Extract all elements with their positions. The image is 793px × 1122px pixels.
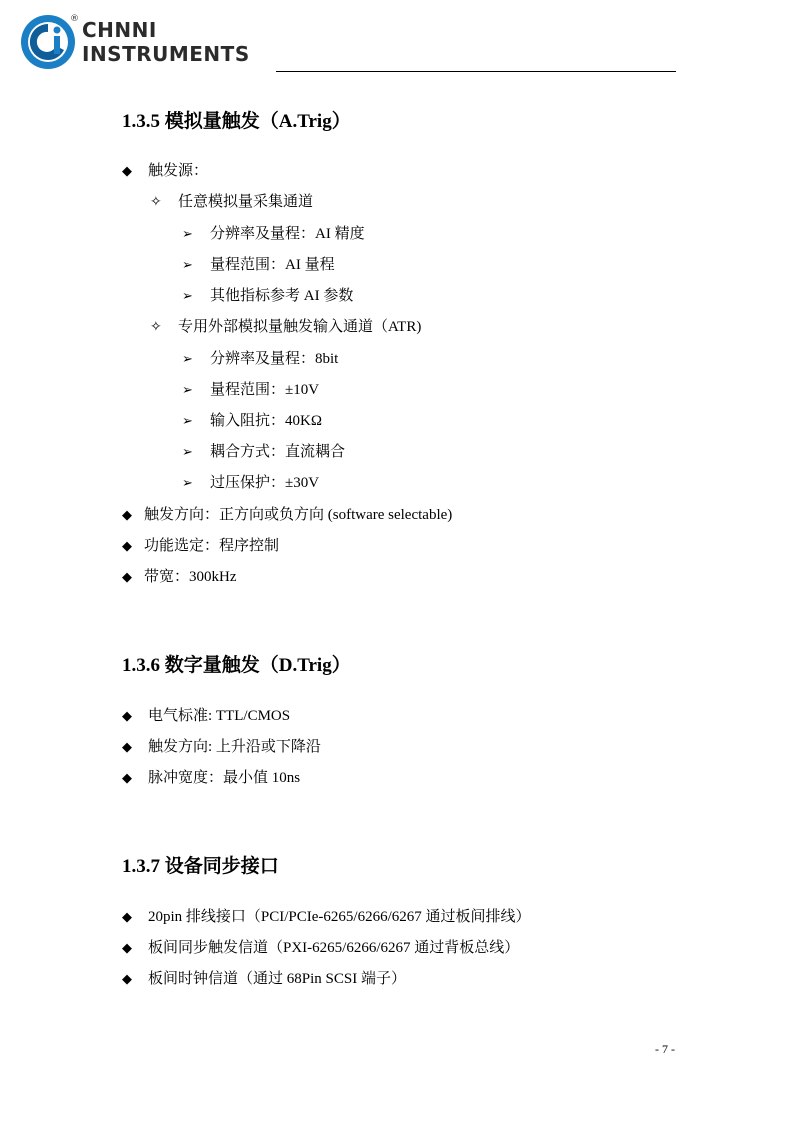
list-item: ➢ 量程范围：AI 量程 — [182, 255, 335, 276]
list-item-trigger-source: ◆ 触发源： — [122, 163, 209, 179]
company-logo — [20, 14, 280, 74]
arrow-bullet-icon: ➢ — [182, 383, 193, 398]
star-bullet-icon: ✧ — [150, 194, 162, 210]
list-item: ➢ 耦合方式：直流耦合 — [182, 442, 345, 463]
diamond-bullet-icon: ◆ — [122, 163, 132, 178]
list-item: ◆ 20pin 排线接口（PCI/PCIe-6265/6266/6267 通过板间排线） — [122, 909, 531, 925]
list-item: ◆ 带宽：300kHz — [122, 569, 237, 585]
chnni-logo-icon — [20, 14, 76, 70]
logo-wordmark — [82, 18, 250, 66]
list-item: ◆ 脉冲宽度：最小值 10ns — [122, 770, 301, 786]
list-item-dedicated-channel: ✧ 专用外部模拟量触发输入通道（ATR) — [150, 319, 422, 335]
diamond-bullet-icon: ◆ — [122, 940, 132, 955]
diamond-bullet-icon: ◆ — [122, 909, 132, 924]
list-item: ◆ 触发方向: 上升沿或下降沿 — [122, 739, 321, 755]
list-item: ➢ 输入阻抗：40KΩ — [182, 411, 322, 432]
star-bullet-icon: ✧ — [150, 319, 162, 335]
logo-line-chnni: CHNNI — [82, 18, 157, 42]
list-item: ➢ 量程范围：±10V — [182, 380, 319, 401]
list-item: ➢ 分辨率及量程：8bit — [182, 349, 338, 370]
arrow-bullet-icon: ➢ — [182, 414, 193, 429]
page-number: - 7 - — [655, 1042, 675, 1056]
section-title-sync: 1.3.7 设备同步接口 — [122, 856, 279, 877]
list-item: ➢ 过压保护：±30V — [182, 473, 319, 494]
diamond-bullet-icon: ◆ — [122, 739, 132, 754]
diamond-bullet-icon: ◆ — [122, 538, 132, 553]
list-item: ➢ 分辨率及量程：AI 精度 — [182, 224, 365, 245]
registered-mark: ® — [70, 14, 79, 24]
list-item: ◆ 功能选定：程序控制 — [122, 538, 280, 554]
diamond-bullet-icon: ◆ — [122, 770, 132, 785]
list-item: ◆ 板间时钟信道（通过 68Pin SCSI 端子） — [122, 971, 406, 987]
diamond-bullet-icon: ◆ — [122, 507, 132, 522]
diamond-bullet-icon: ◆ — [122, 569, 132, 584]
arrow-bullet-icon: ➢ — [182, 445, 193, 460]
arrow-bullet-icon: ➢ — [182, 227, 193, 242]
section-title-dtrig: 1.3.6 数字量触发（D.Trig） — [122, 655, 351, 676]
list-item: ◆ 电气标准: TTL/CMOS — [122, 708, 291, 724]
diamond-bullet-icon: ◆ — [122, 708, 132, 723]
list-item-any-channel: ✧ 任意模拟量采集通道 — [150, 194, 314, 210]
section-title-atrig: 1.3.5 模拟量触发（A.Trig） — [122, 111, 351, 132]
list-item: ◆ 触发方向：正方向或负方向 (software selectable) — [122, 507, 453, 523]
list-item: ➢ 其他指标参考 AI 参数 — [182, 286, 353, 307]
arrow-bullet-icon: ➢ — [182, 476, 193, 491]
arrow-bullet-icon: ➢ — [182, 352, 193, 367]
arrow-bullet-icon: ➢ — [182, 289, 193, 304]
logo-line-instruments: INSTRUMENTS — [82, 42, 250, 66]
arrow-bullet-icon: ➢ — [182, 258, 193, 273]
header-rule — [276, 71, 676, 72]
diamond-bullet-icon: ◆ — [122, 971, 132, 986]
list-item: ◆ 板间同步触发信道（PXI-6265/6266/6267 通过背板总线） — [122, 940, 520, 956]
